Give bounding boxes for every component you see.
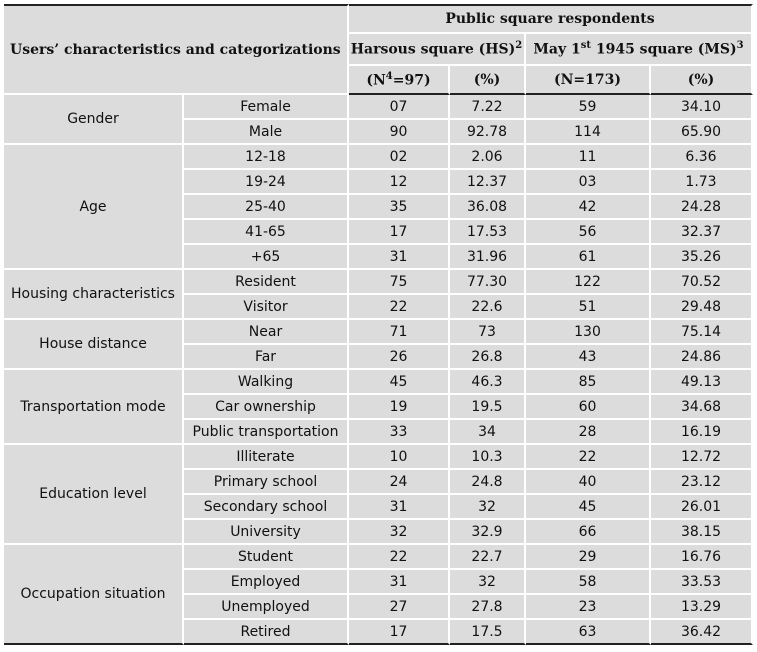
ms-percent-cell: 13.29	[651, 595, 753, 620]
ms-count-cell: 58	[526, 570, 651, 595]
category-cell: Unemployed	[184, 595, 349, 620]
ms-percent-cell: 34.68	[651, 395, 753, 420]
ms-count-cell: 60	[526, 395, 651, 420]
ms-percent-cell: 23.12	[651, 470, 753, 495]
hs-count-cell: 22	[349, 295, 450, 320]
category-cell: Retired	[184, 620, 349, 645]
table-body	[4, 95, 753, 645]
ms-percent-cell: 70.52	[651, 270, 753, 295]
hs-percent-cell: 7.22	[450, 95, 526, 120]
hs-count-cell: 02	[349, 145, 450, 170]
group-label: House distance	[4, 320, 184, 370]
category-cell: Male	[184, 120, 349, 145]
category-cell: Female	[184, 95, 349, 120]
ms-header: May 1st 1945 square (MS)$^3$	[526, 34, 753, 66]
ms-percent-cell: 24.28	[651, 195, 753, 220]
hs-count-cell: 24	[349, 470, 450, 495]
hs-count-cell: 12	[349, 170, 450, 195]
table-row	[4, 95, 753, 120]
ms-percent-cell: 1.73	[651, 170, 753, 195]
hs-percent-cell: 46.3	[450, 370, 526, 395]
category-cell: University	[184, 520, 349, 545]
ms-count-cell: 85	[526, 370, 651, 395]
ms-n-header: (N=173)	[526, 66, 651, 95]
category-cell: Public transportation	[184, 420, 349, 445]
table-row	[4, 445, 753, 470]
group-label: Age	[4, 145, 184, 270]
hs-count-cell: 31	[349, 570, 450, 595]
category-cell: Primary school	[184, 470, 349, 495]
ms-count-cell: 130	[526, 320, 651, 345]
ms-percent-cell: 16.76	[651, 545, 753, 570]
ms-count-cell: 51	[526, 295, 651, 320]
hs-percent-cell: 19.5	[450, 395, 526, 420]
hs-percent-cell: 17.53	[450, 220, 526, 245]
ms-count-cell: 66	[526, 520, 651, 545]
hs-count-cell: 17	[349, 620, 450, 645]
category-cell: +65	[184, 245, 349, 270]
hs-count-cell: 27	[349, 595, 450, 620]
hs-count-cell: 90	[349, 120, 450, 145]
ms-percent-cell: 49.13	[651, 370, 753, 395]
hs-percent-cell: 34	[450, 420, 526, 445]
ms-percent-cell: 65.90	[651, 120, 753, 145]
hs-count-cell: 31	[349, 245, 450, 270]
hs-count-cell: 22	[349, 545, 450, 570]
ms-count-cell: 29	[526, 545, 651, 570]
group-label: Transportation mode	[4, 370, 184, 445]
ms-count-cell: 63	[526, 620, 651, 645]
table-row	[4, 370, 753, 395]
category-cell: Resident	[184, 270, 349, 295]
hs-count-cell: 75	[349, 270, 450, 295]
category-cell: Employed	[184, 570, 349, 595]
ms-percent-cell: 6.36	[651, 145, 753, 170]
ms-pct-header: (%)	[651, 66, 753, 95]
ms-percent-cell: 38.15	[651, 520, 753, 545]
hs-percent-cell: 31.96	[450, 245, 526, 270]
hs-percent-cell: 17.5	[450, 620, 526, 645]
hs-count-cell: 71	[349, 320, 450, 345]
category-cell: Walking	[184, 370, 349, 395]
group-label: Education level	[4, 445, 184, 545]
table-row	[4, 145, 753, 170]
hs-count-cell: 45	[349, 370, 450, 395]
ms-percent-cell: 29.48	[651, 295, 753, 320]
hs-count-cell: 32	[349, 520, 450, 545]
hs-percent-cell: 12.37	[450, 170, 526, 195]
characteristics-header: Users’ characteristics and categorizations	[4, 4, 349, 95]
hs-count-cell: 19	[349, 395, 450, 420]
hs-count-cell: 35	[349, 195, 450, 220]
hs-percent-cell: 10.3	[450, 445, 526, 470]
category-cell: Car ownership	[184, 395, 349, 420]
hs-count-cell: 10	[349, 445, 450, 470]
hs-percent-cell: 77.30	[450, 270, 526, 295]
ms-count-cell: 23	[526, 595, 651, 620]
hs-percent-cell: 22.6	[450, 295, 526, 320]
ms-percent-cell: 34.10	[651, 95, 753, 120]
hs-count-cell: 26	[349, 345, 450, 370]
ms-percent-cell: 26.01	[651, 495, 753, 520]
ms-count-cell: 11	[526, 145, 651, 170]
ms-count-cell: 59	[526, 95, 651, 120]
ms-percent-cell: 35.26	[651, 245, 753, 270]
table-row	[4, 270, 753, 295]
hs-percent-cell: 22.7	[450, 545, 526, 570]
category-cell: Secondary school	[184, 495, 349, 520]
hs-percent-cell: 32.9	[450, 520, 526, 545]
table-row	[4, 320, 753, 345]
ms-count-cell: 28	[526, 420, 651, 445]
category-cell: 12-18	[184, 145, 349, 170]
group-label: Occupation situation	[4, 545, 184, 645]
table-row	[4, 545, 753, 570]
group-label: Gender	[4, 95, 184, 145]
ms-percent-cell: 12.72	[651, 445, 753, 470]
hs-pct-header: (%)	[450, 66, 526, 95]
ms-count-cell: 43	[526, 345, 651, 370]
hs-header: Harsous square (HS)$^2$	[349, 34, 526, 66]
hs-percent-cell: 32	[450, 495, 526, 520]
ms-percent-cell: 24.86	[651, 345, 753, 370]
ms-count-cell: 22	[526, 445, 651, 470]
ms-count-cell: 114	[526, 120, 651, 145]
ms-count-cell: 42	[526, 195, 651, 220]
category-cell: Visitor	[184, 295, 349, 320]
category-cell: Near	[184, 320, 349, 345]
hs-percent-cell: 27.8	[450, 595, 526, 620]
hs-count-cell: 33	[349, 420, 450, 445]
respondents-table	[4, 4, 753, 645]
hs-count-cell: 31	[349, 495, 450, 520]
hs-n-header: $(N^4=97)$	[349, 66, 450, 95]
ms-percent-cell: 75.14	[651, 320, 753, 345]
category-cell: 41-65	[184, 220, 349, 245]
hs-percent-cell: 2.06	[450, 145, 526, 170]
category-cell: 25-40	[184, 195, 349, 220]
ms-count-cell: 122	[526, 270, 651, 295]
ms-count-cell: 61	[526, 245, 651, 270]
hs-percent-cell: 24.8	[450, 470, 526, 495]
category-cell: Far	[184, 345, 349, 370]
hs-count-cell: 07	[349, 95, 450, 120]
category-cell: 19-24	[184, 170, 349, 195]
ms-count-cell: 03	[526, 170, 651, 195]
ms-percent-cell: 16.19	[651, 420, 753, 445]
hs-percent-cell: 92.78	[450, 120, 526, 145]
hs-percent-cell: 26.8	[450, 345, 526, 370]
ms-percent-cell: 32.37	[651, 220, 753, 245]
hs-percent-cell: 32	[450, 570, 526, 595]
respondents-header: Public square respondents	[349, 4, 753, 34]
hs-percent-cell: 36.08	[450, 195, 526, 220]
category-cell: Illiterate	[184, 445, 349, 470]
ms-count-cell: 56	[526, 220, 651, 245]
hs-count-cell: 17	[349, 220, 450, 245]
group-label: Housing characteristics	[4, 270, 184, 320]
ms-percent-cell: 33.53	[651, 570, 753, 595]
category-cell: Student	[184, 545, 349, 570]
ms-count-cell: 40	[526, 470, 651, 495]
ms-percent-cell: 36.42	[651, 620, 753, 645]
hs-percent-cell: 73	[450, 320, 526, 345]
ms-count-cell: 45	[526, 495, 651, 520]
